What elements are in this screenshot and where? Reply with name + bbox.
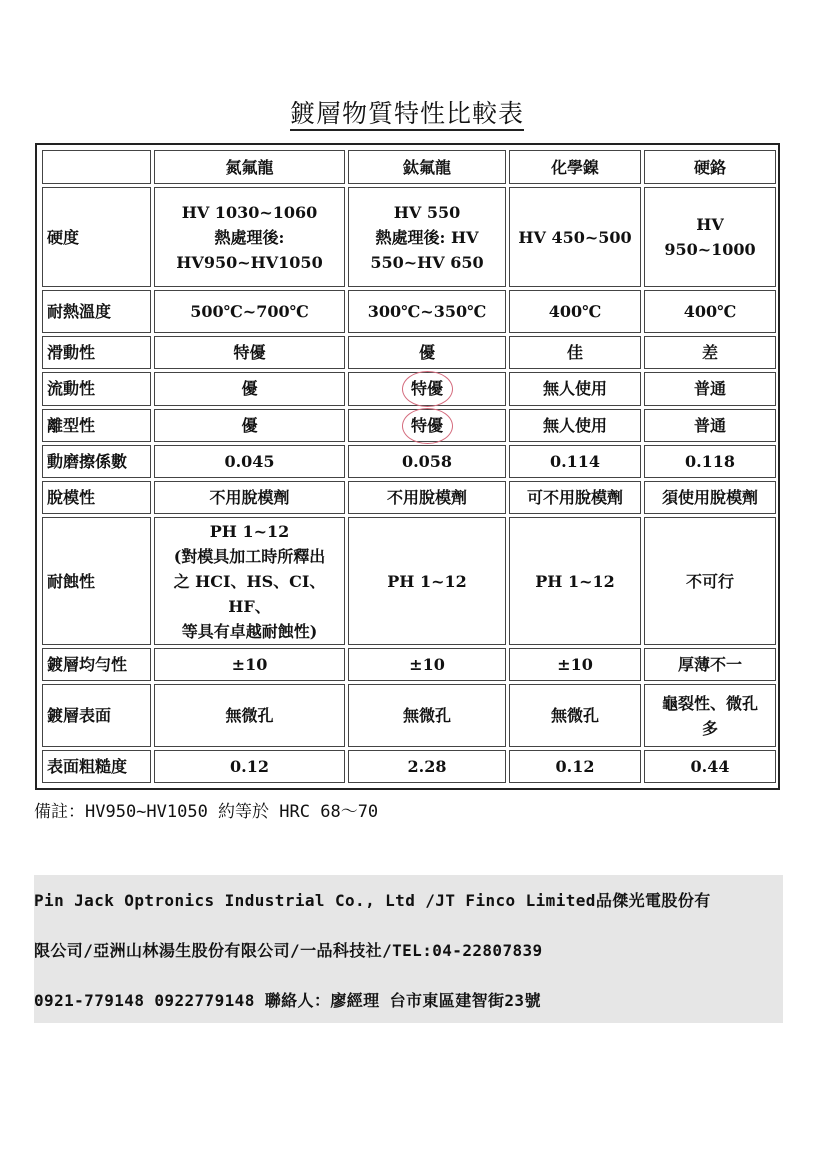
comparison-table [39, 147, 779, 786]
table-cell: HV 950~1000 [644, 187, 776, 287]
column-header: 鈦氟龍 [348, 150, 506, 184]
table-cell: 佳 [509, 336, 641, 369]
row-header: 耐蝕性 [42, 517, 151, 645]
table-cell: 300℃~350℃ [348, 290, 506, 333]
row-header: 動磨擦係數 [42, 445, 151, 478]
table-cell: ±10 [154, 648, 345, 681]
table-cell: PH 1~12 [509, 517, 641, 645]
table-row [42, 187, 776, 287]
table-cell: 須使用脫模劑 [644, 481, 776, 514]
table-cell: 400℃ [644, 290, 776, 333]
table-row [42, 684, 776, 746]
company-contact-block [34, 875, 783, 1023]
table-row [42, 445, 776, 478]
table-cell: 0.118 [644, 445, 776, 478]
row-header: 鍍層表面 [42, 684, 151, 746]
row-header: 脫模性 [42, 481, 151, 514]
table-cell: 厚薄不一 [644, 648, 776, 681]
table-cell: 優 [154, 409, 345, 442]
row-header: 硬度 [42, 187, 151, 287]
table-cell: 優 [154, 372, 345, 405]
table-cell: 0.12 [509, 750, 641, 783]
contact-line: 0921-779148 0922779148 聯絡人：廖經理 台市東區建智街23號 [34, 991, 541, 1010]
table-row [42, 409, 776, 442]
table-cell: 優 [348, 336, 506, 369]
table-row [42, 336, 776, 369]
table-cell: HV 450~500 [509, 187, 641, 287]
table-cell: 無微孔 [348, 684, 506, 746]
table-cell: PH 1~12 (對模具加工時所釋出 之 HCI、HS、CI、HF、 等具有卓越耐蝕性) [154, 517, 345, 645]
table-cell: 無微孔 [154, 684, 345, 746]
table-cell: 500℃~700℃ [154, 290, 345, 333]
table-row [42, 517, 776, 645]
table-cell: 可不用脫模劑 [509, 481, 641, 514]
table-cell: 不可行 [644, 517, 776, 645]
table-cell: 特優 [154, 336, 345, 369]
table-cell [348, 372, 506, 405]
table-cell: ±10 [509, 648, 641, 681]
circled-mark: 特優 [411, 413, 443, 438]
footnote: 備註：HV950~HV1050 約等於 HRC 68～70 [34, 802, 379, 822]
column-header: 硬鉻 [644, 150, 776, 184]
table-cell: HV 550 熱處理後: HV 550~HV 650 [348, 187, 506, 287]
table-cell: 無人使用 [509, 409, 641, 442]
page-title: 鍍層物質特性比較表 [0, 94, 814, 130]
table-cell: 普通 [644, 372, 776, 405]
row-header: 鍍層均勻性 [42, 648, 151, 681]
contact-line: Pin Jack Optronics Industrial Co., Ltd /JT Finco Limited品傑光電股份有 [34, 891, 711, 910]
comparison-table-frame [35, 143, 780, 790]
contact-line: 限公司/亞洲山林湯生股份有限公司/一品科技社/TEL:04-22807839 [34, 941, 543, 960]
table-row [42, 290, 776, 333]
column-header: 氮氟龍 [154, 150, 345, 184]
table-cell: 無人使用 [509, 372, 641, 405]
row-header: 耐熱溫度 [42, 290, 151, 333]
table-cell: 不用脫模劑 [154, 481, 345, 514]
row-header: 離型性 [42, 409, 151, 442]
row-header: 流動性 [42, 372, 151, 405]
column-header: 化學鎳 [509, 150, 641, 184]
table-row [42, 372, 776, 405]
table-cell: HV 1030~1060 熱處理後: HV950~HV1050 [154, 187, 345, 287]
table-cell: 龜裂性、微孔 多 [644, 684, 776, 746]
table-header-row [42, 150, 776, 184]
table-cell: 400℃ [509, 290, 641, 333]
row-header: 滑動性 [42, 336, 151, 369]
row-header: 表面粗糙度 [42, 750, 151, 783]
table-cell: 差 [644, 336, 776, 369]
table-row [42, 648, 776, 681]
table-cell: PH 1~12 [348, 517, 506, 645]
table-row [42, 481, 776, 514]
table-cell: 普通 [644, 409, 776, 442]
header-corner [42, 150, 151, 184]
table-cell: 0.045 [154, 445, 345, 478]
table-cell: 0.058 [348, 445, 506, 478]
table-cell: 0.12 [154, 750, 345, 783]
table-row [42, 750, 776, 783]
table-cell: ±10 [348, 648, 506, 681]
table-cell [348, 409, 506, 442]
table-cell: 0.114 [509, 445, 641, 478]
table-cell: 無微孔 [509, 684, 641, 746]
table-cell: 0.44 [644, 750, 776, 783]
table-cell: 不用脫模劑 [348, 481, 506, 514]
table-cell: 2.28 [348, 750, 506, 783]
circled-mark: 特優 [411, 376, 443, 401]
